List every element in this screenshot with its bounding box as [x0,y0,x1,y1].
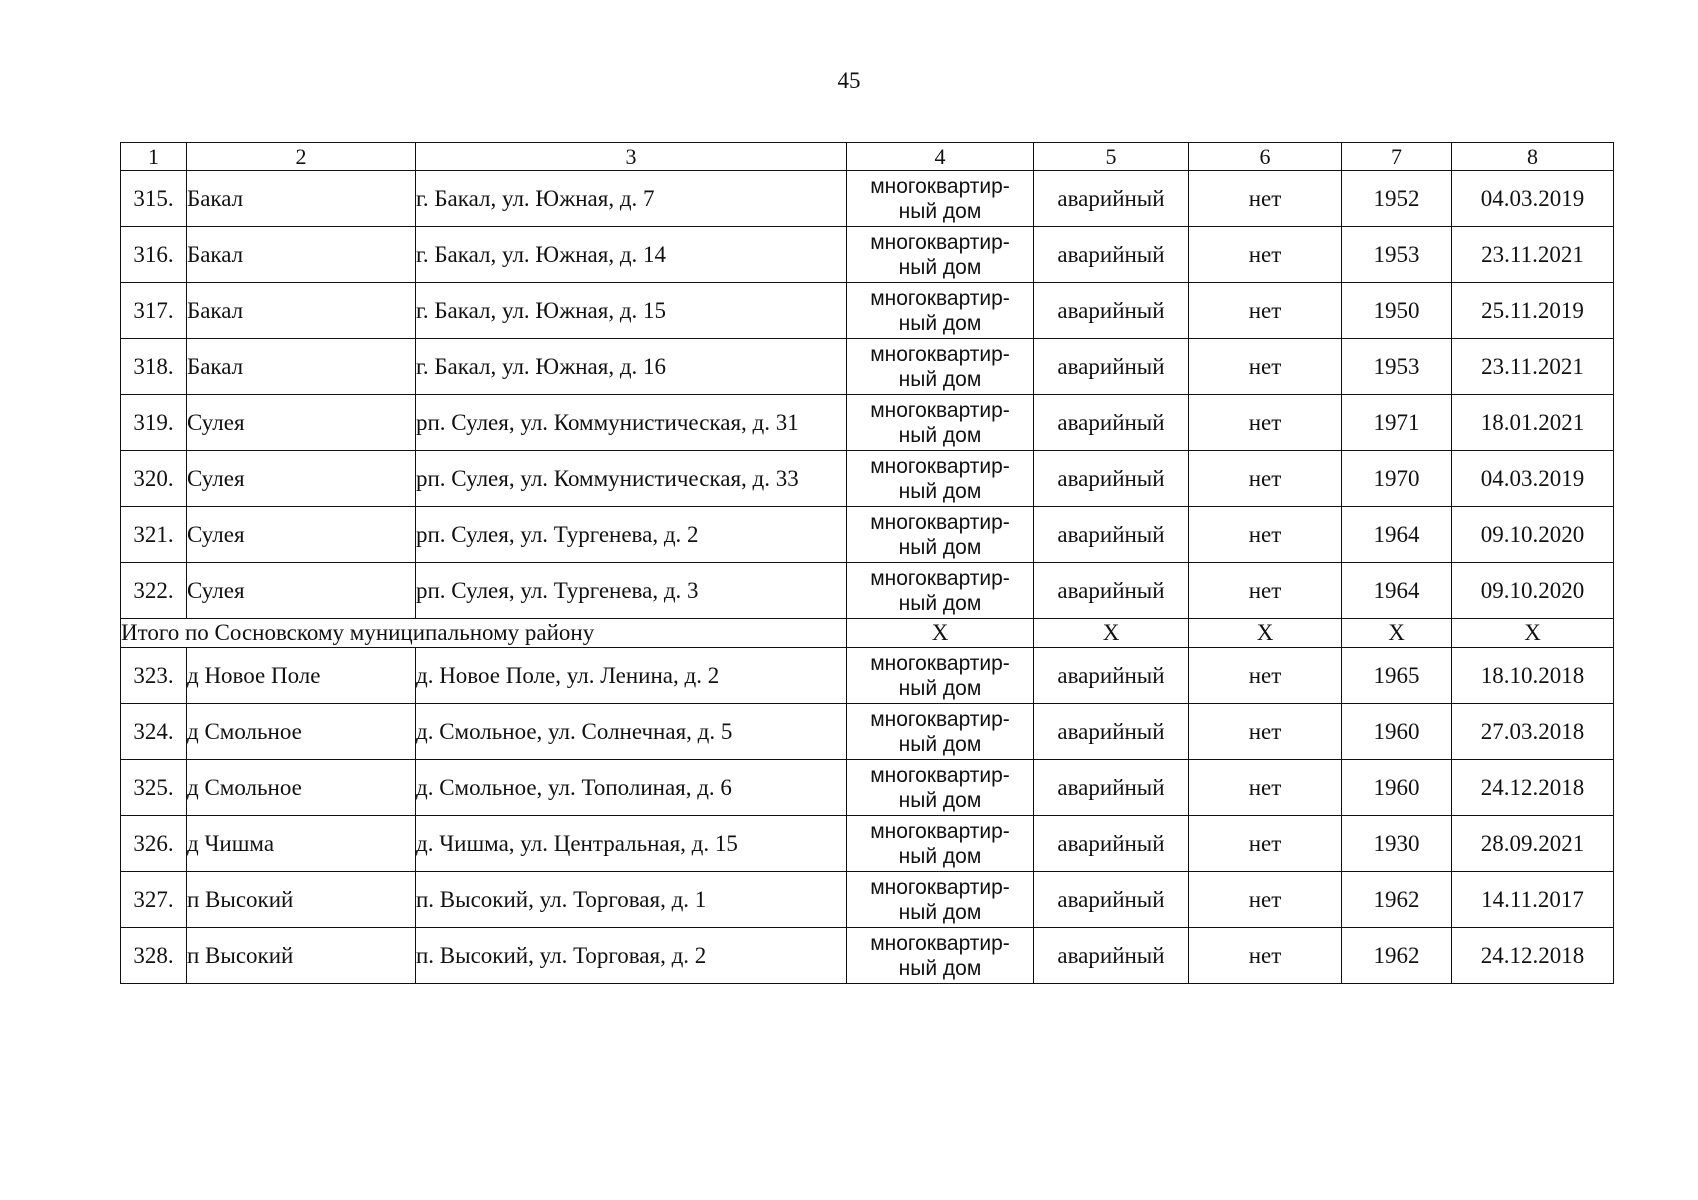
date-cell: 04.03.2019 [1452,451,1614,507]
status-cell: аварийный [1034,283,1189,339]
total-mark-x: X [1452,619,1614,648]
address-cell: г. Бакал, ул. Южная, д. 7 [416,171,847,227]
column-number-7: 7 [1342,143,1452,171]
row-number: 325. [121,760,187,816]
row-number: 317. [121,283,187,339]
column-number-3: 3 [416,143,847,171]
column-6-cell: нет [1189,283,1342,339]
total-mark-x: X [1189,619,1342,648]
status-cell: аварийный [1034,227,1189,283]
year-cell: 1952 [1342,171,1452,227]
year-cell: 1953 [1342,227,1452,283]
building-type-line-1: многоквартир- [870,819,1010,843]
total-mark-x: X [1034,619,1189,648]
column-number-8: 8 [1452,143,1614,171]
column-6-cell: нет [1189,395,1342,451]
year-cell: 1962 [1342,872,1452,928]
table-row [121,760,1614,816]
building-type-line-2: ный дом [898,535,982,559]
status-cell: аварийный [1034,816,1189,872]
address-cell: г. Бакал, ул. Южная, д. 14 [416,227,847,283]
locality-cell: д Чишма [187,816,416,872]
building-type-line-2: ный дом [898,311,982,335]
building-type-cell [847,648,1034,704]
column-number-6: 6 [1189,143,1342,171]
address-cell: рп. Сулея, ул. Тургенева, д. 2 [416,507,847,563]
row-number: 322. [121,563,187,619]
table-row [121,507,1614,563]
locality-cell: Сулея [187,507,416,563]
date-cell: 23.11.2021 [1452,227,1614,283]
building-type-cell [847,283,1034,339]
column-number-4: 4 [847,143,1034,171]
status-cell: аварийный [1034,704,1189,760]
housing-registry-table [120,142,1614,984]
date-cell: 09.10.2020 [1452,507,1614,563]
building-type-line-2: ный дом [898,956,982,980]
locality-cell: Сулея [187,395,416,451]
table-row [121,704,1614,760]
table-row [121,872,1614,928]
building-type-cell [847,563,1034,619]
year-cell: 1970 [1342,451,1452,507]
row-number: 315. [121,171,187,227]
column-6-cell: нет [1189,760,1342,816]
column-6-cell: нет [1189,816,1342,872]
locality-cell: п Высокий [187,928,416,984]
district-total-label: Итого по Сосновскому муниципальному району [121,619,847,648]
table-row [121,816,1614,872]
address-cell: д. Смольное, ул. Солнечная, д. 5 [416,704,847,760]
date-cell: 04.03.2019 [1452,171,1614,227]
building-type-line-1: многоквартир- [870,454,1010,478]
table-row [121,339,1614,395]
building-type-line-1: многоквартир- [870,931,1010,955]
locality-cell: Сулея [187,563,416,619]
date-cell: 24.12.2018 [1452,928,1614,984]
column-6-cell: нет [1189,339,1342,395]
year-cell: 1971 [1342,395,1452,451]
table-row [121,171,1614,227]
building-type-cell [847,339,1034,395]
date-cell: 18.10.2018 [1452,648,1614,704]
status-cell: аварийный [1034,171,1189,227]
building-type-line-1: многоквартир- [870,651,1010,675]
building-type-cell [847,171,1034,227]
building-type-line-1: многоквартир- [870,286,1010,310]
row-number: 318. [121,339,187,395]
date-cell: 09.10.2020 [1452,563,1614,619]
column-6-cell: нет [1189,648,1342,704]
building-type-cell [847,395,1034,451]
column-number-2: 2 [187,143,416,171]
row-number: 324. [121,704,187,760]
building-type-line-1: многоквартир- [870,707,1010,731]
year-cell: 1962 [1342,928,1452,984]
date-cell: 27.03.2018 [1452,704,1614,760]
building-type-line-1: многоквартир- [870,398,1010,422]
row-number: 319. [121,395,187,451]
status-cell: аварийный [1034,563,1189,619]
building-type-line-1: многоквартир- [870,875,1010,899]
building-type-line-2: ный дом [898,423,982,447]
building-type-cell [847,760,1034,816]
column-number-row [121,143,1614,171]
status-cell: аварийный [1034,507,1189,563]
building-type-line-2: ный дом [898,199,982,223]
status-cell: аварийный [1034,339,1189,395]
column-6-cell: нет [1189,227,1342,283]
locality-cell: Бакал [187,171,416,227]
table-row [121,227,1614,283]
building-type-line-1: многоквартир- [870,174,1010,198]
total-mark-x: X [847,619,1034,648]
status-cell: аварийный [1034,395,1189,451]
table-row [121,283,1614,339]
date-cell: 18.01.2021 [1452,395,1614,451]
building-type-cell [847,507,1034,563]
building-type-line-2: ный дом [898,900,982,924]
district-total-row [121,619,1614,648]
column-6-cell: нет [1189,872,1342,928]
address-cell: д. Чишма, ул. Центральная, д. 15 [416,816,847,872]
locality-cell: д Смольное [187,704,416,760]
total-mark-x: X [1342,619,1452,648]
year-cell: 1960 [1342,704,1452,760]
status-cell: аварийный [1034,928,1189,984]
address-cell: г. Бакал, ул. Южная, д. 15 [416,283,847,339]
building-type-line-2: ный дом [898,732,982,756]
status-cell: аварийный [1034,872,1189,928]
locality-cell: п Высокий [187,872,416,928]
status-cell: аварийный [1034,648,1189,704]
row-number: 326. [121,816,187,872]
building-type-line-1: многоквартир- [870,342,1010,366]
year-cell: 1930 [1342,816,1452,872]
table-row [121,451,1614,507]
status-cell: аварийный [1034,451,1189,507]
building-type-line-2: ный дом [898,479,982,503]
building-type-cell [847,872,1034,928]
row-number: 320. [121,451,187,507]
column-6-cell: нет [1189,507,1342,563]
column-number-1: 1 [121,143,187,171]
row-number: 328. [121,928,187,984]
building-type-line-1: многоквартир- [870,566,1010,590]
address-cell: д. Смольное, ул. Тополиная, д. 6 [416,760,847,816]
year-cell: 1960 [1342,760,1452,816]
status-cell: аварийный [1034,760,1189,816]
address-cell: рп. Сулея, ул. Тургенева, д. 3 [416,563,847,619]
year-cell: 1964 [1342,563,1452,619]
building-type-line-2: ный дом [898,367,982,391]
building-type-cell [847,816,1034,872]
table-row [121,928,1614,984]
address-cell: рп. Сулея, ул. Коммунистическая, д. 33 [416,451,847,507]
row-number: 323. [121,648,187,704]
date-cell: 25.11.2019 [1452,283,1614,339]
building-type-cell [847,227,1034,283]
year-cell: 1950 [1342,283,1452,339]
row-number: 327. [121,872,187,928]
address-cell: рп. Сулея, ул. Коммунистическая, д. 31 [416,395,847,451]
date-cell: 14.11.2017 [1452,872,1614,928]
table-body [121,143,1614,984]
row-number: 316. [121,227,187,283]
year-cell: 1965 [1342,648,1452,704]
address-cell: п. Высокий, ул. Торговая, д. 2 [416,928,847,984]
column-6-cell: нет [1189,171,1342,227]
column-number-5: 5 [1034,143,1189,171]
year-cell: 1953 [1342,339,1452,395]
column-6-cell: нет [1189,704,1342,760]
building-type-cell [847,704,1034,760]
column-6-cell: нет [1189,451,1342,507]
address-cell: п. Высокий, ул. Торговая, д. 1 [416,872,847,928]
address-cell: г. Бакал, ул. Южная, д. 16 [416,339,847,395]
building-type-cell [847,451,1034,507]
building-type-line-1: многоквартир- [870,510,1010,534]
building-type-line-1: многоквартир- [870,230,1010,254]
table-row [121,395,1614,451]
locality-cell: д Новое Поле [187,648,416,704]
building-type-line-2: ный дом [898,676,982,700]
locality-cell: Бакал [187,339,416,395]
building-type-cell [847,928,1034,984]
building-type-line-2: ный дом [898,591,982,615]
building-type-line-2: ный дом [898,844,982,868]
column-6-cell: нет [1189,563,1342,619]
table-row [121,563,1614,619]
building-type-line-1: многоквартир- [870,763,1010,787]
year-cell: 1964 [1342,507,1452,563]
column-6-cell: нет [1189,928,1342,984]
locality-cell: д Смольное [187,760,416,816]
date-cell: 28.09.2021 [1452,816,1614,872]
row-number: 321. [121,507,187,563]
locality-cell: Сулея [187,451,416,507]
table-row [121,648,1614,704]
building-type-line-2: ный дом [898,255,982,279]
page-number: 45 [837,68,861,93]
locality-cell: Бакал [187,227,416,283]
building-type-line-2: ный дом [898,788,982,812]
date-cell: 23.11.2021 [1452,339,1614,395]
locality-cell: Бакал [187,283,416,339]
date-cell: 24.12.2018 [1452,760,1614,816]
address-cell: д. Новое Поле, ул. Ленина, д. 2 [416,648,847,704]
